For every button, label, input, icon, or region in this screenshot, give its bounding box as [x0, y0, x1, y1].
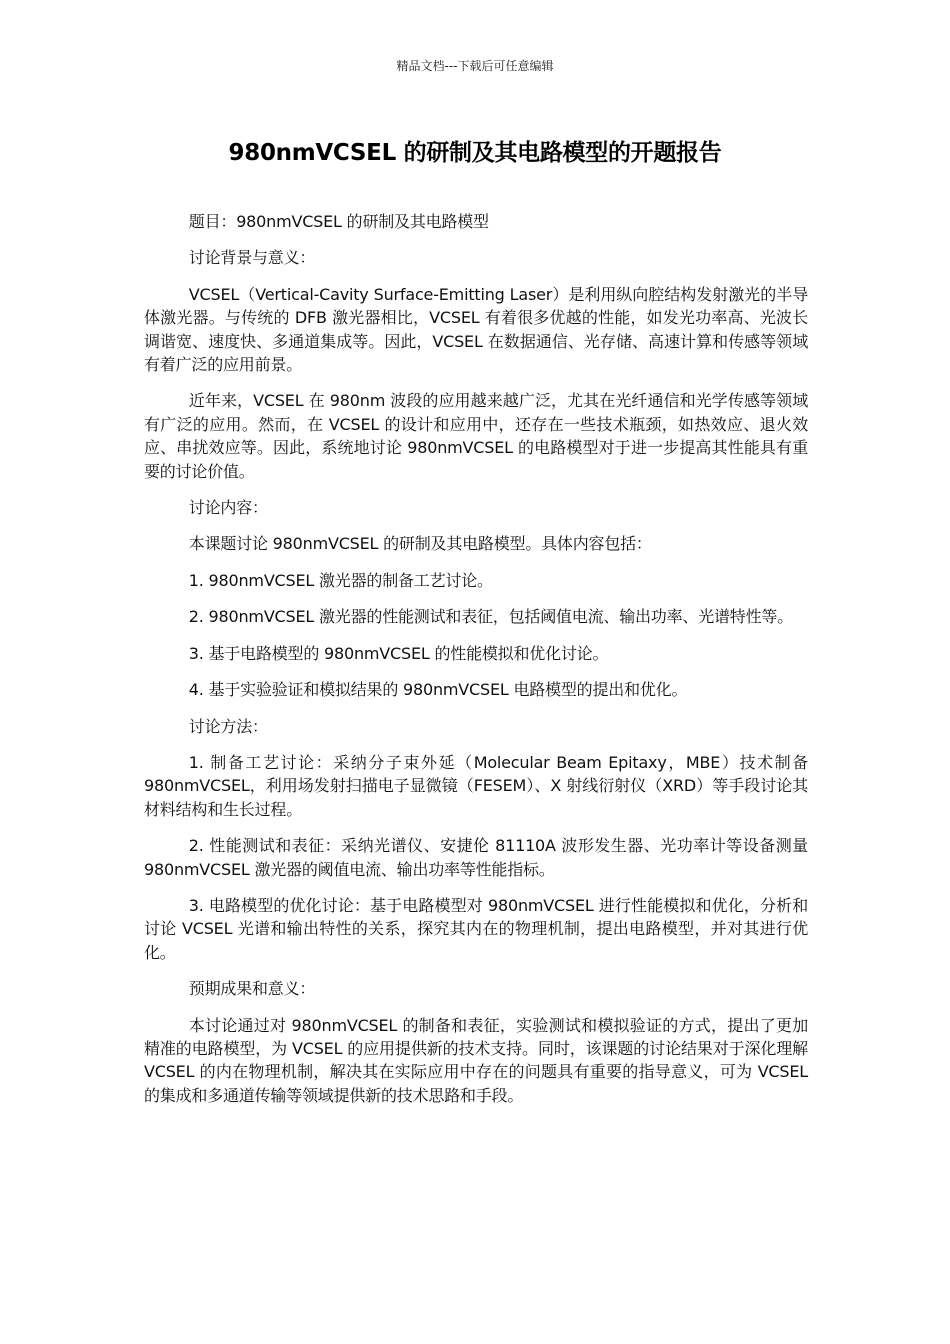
document-title: 980nmVCSEL 的研制及其电路模型的开题报告: [228, 140, 722, 166]
content-intro: 本课题讨论 980nmVCSEL 的研制及其电路模型。具体内容包括：: [188, 534, 652, 554]
content-item-2: 2. 980nmVCSEL 激光器的性能测试和表征，包括阈值电流、输出功率、光谱特性等。: [188, 607, 793, 627]
page-header: 精品文档---下载后可任意编辑: [396, 59, 554, 73]
background-paragraph-2: 近年来，VCSEL 在 980nm 波段的应用越来越广泛，尤其在光纤通信和光学传感等领域有广泛的应用。然而，在 VCSEL 的设计和应用中，还存在一些技术瓶颈，如热效应、退火效应、串扰效应等。因此，系统地讨论 980nmVCSEL 的电路模型对于进一步提高其性能具有重要的讨论价值。: [144, 391, 808, 481]
content-item-1: 1. 980nmVCSEL 激光器的制备工艺讨论。: [188, 570, 493, 590]
outcomes-paragraph: 本讨论通过对 980nmVCSEL 的制备和表征，实验测试和模拟验证的方式，提出了更加精准的电路模型，为 VCSEL 的应用提供新的技术支持。同时，该课题的讨论结果对于深化理解 VCSEL 的内在物理机制，解决其在实际应用中存在的问题具有重要的指导意义，可为 VCSEL 的集成和多通道传输等领域提供新的技术思路和手段。: [144, 1015, 808, 1105]
section-heading-method: 讨论方法：: [188, 716, 268, 736]
method-item-3: 3. 电路模型的优化讨论：基于电路模型对 980nmVCSEL 进行性能模拟和优化，分析和讨论 VCSEL 光谱和输出特性的关系，探究其内在的物理机制，提出电路模型，并对其进行优化。: [144, 895, 808, 962]
document-body: [144, 210, 808, 1120]
content-item-3: 3. 基于电路模型的 980nmVCSEL 的性能模拟和优化讨论。: [188, 643, 609, 663]
topic-line: 题目：980nmVCSEL 的研制及其电路模型: [188, 212, 489, 231]
method-item-1: 1. 制备工艺讨论：采纳分子束外延（Molecular Beam Epitaxy，MBE）技术制备 980nmVCSEL，利用场发射扫描电子显微镜（FESEM）、X 射线衍射仪（XRD）等手段讨论其材料结构和生长过程。: [144, 752, 808, 819]
section-heading-outcomes: 预期成果和意义：: [188, 979, 316, 999]
section-heading-background: 讨论背景与意义：: [188, 248, 316, 268]
content-item-4: 4. 基于实验验证和模拟结果的 980nmVCSEL 电路模型的提出和优化。: [188, 680, 688, 700]
background-paragraph-1: VCSEL（Vertical-Cavity Surface-Emitting Laser）是利用纵向腔结构发射激光的半导体激光器。与传统的 DFB 激光器相比，VCSEL 有着很多优越的性能，如发光功率高、光波长调谐宽、速度快、多通道集成等。因此，VCSEL 在数据通信、光存储、高速计算和传感等领域有着广泛的应用前景。: [144, 284, 808, 375]
section-heading-content: 讨论内容：: [188, 498, 268, 518]
method-item-2: 2. 性能测试和表征：采纳光谱仪、安捷伦 81110A 波形发生器、光功率计等设备测量 980nmVCSEL 激光器的阈值电流、输出功率等性能指标。: [144, 836, 808, 879]
